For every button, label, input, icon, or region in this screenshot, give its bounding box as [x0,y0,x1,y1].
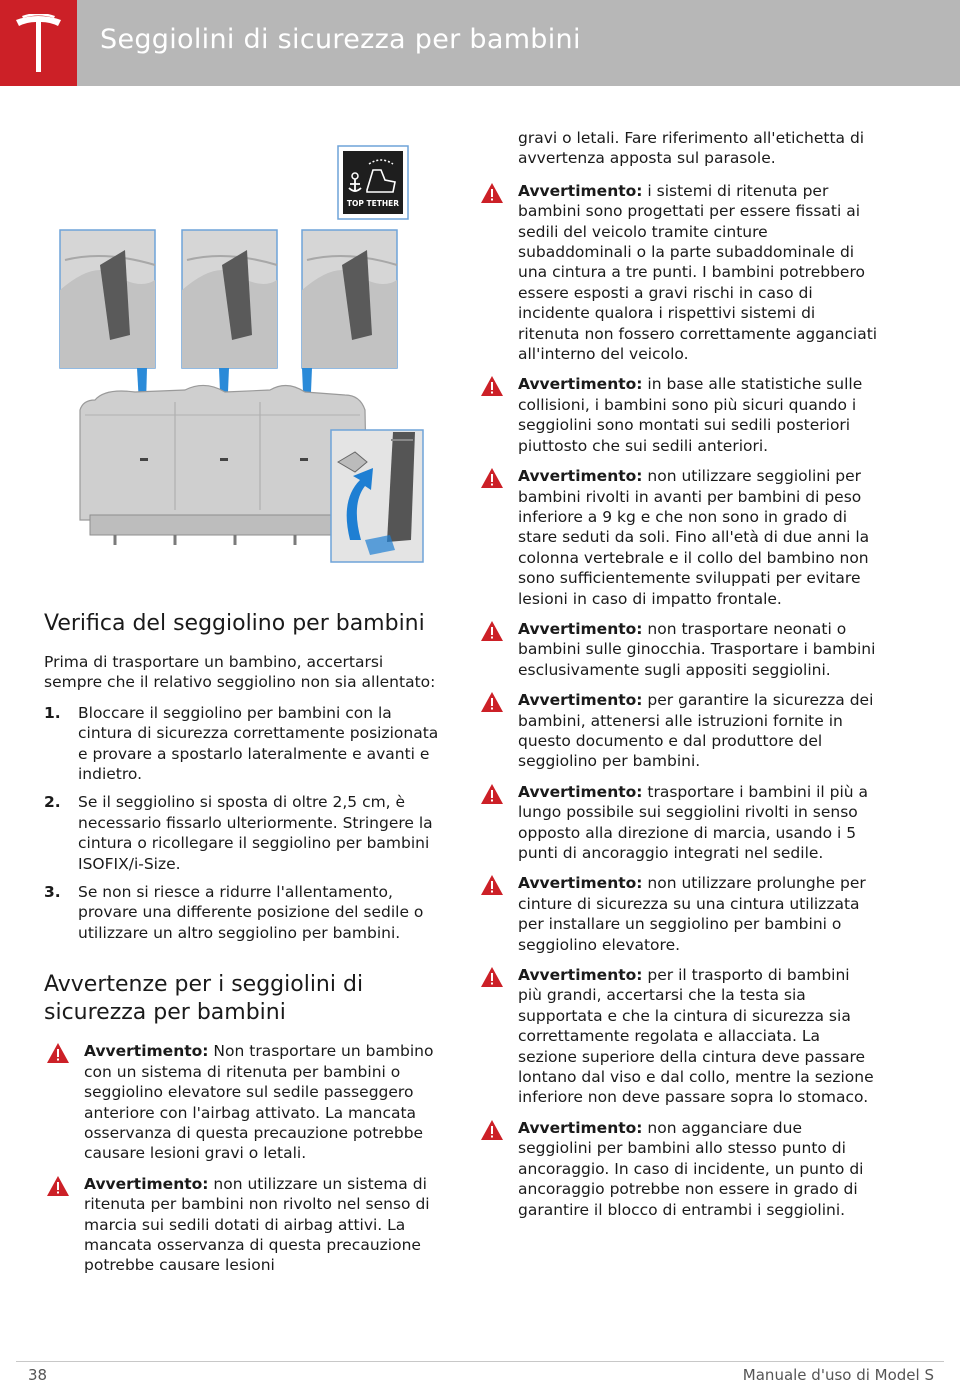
warning-text: non agganciare due seggiolini per bambini allo stesso punto di ancoraggio. In caso di incidente, un punto di ancoraggio potrebbe non essere in grado di garantire il blocco di entrambi i seggiolini. [518,1118,864,1219]
rear-seat-body [80,385,367,545]
warning-text: i sistemi di ritenuta per bambini sono progettati per essere fissati ai sedili del veicolo tramite cinture subaddominali o la parte subaddominale di una cintura a tre punti. I bambini potrebbero essere esposti a gravi rischi in caso di incidente qualora i rispettivi sistemi di ritenuta non fossero correttamente agganciati all'interno del veicolo. [518,181,878,364]
warning-item [44,1041,444,1163]
warning-item [478,782,878,864]
warning-item [478,873,878,955]
warning-text: in base alle statistiche sulle collisioni, i bambini sono più sicuri quando i seggiolini sono montati sui sedili posteriori piuttosto che sui sedili anteriori. [518,375,863,455]
isofix-detail-box [331,430,423,562]
warning-label: Avvertimento: [518,874,643,893]
warning-triangle-icon [480,467,504,489]
step-text: Bloccare il seggiolino per bambini con la cintura di sicurezza correttamente posizionata e provare a spostarlo lateralmente e avanti e indietro. [78,703,439,784]
page-header [0,0,960,86]
warning-triangle-icon [480,966,504,988]
page-number: 38 [28,1366,48,1384]
warning-label: Avvertimento: [518,691,643,710]
warning-triangle-icon [480,1119,504,1141]
warning-label: Avvertimento: [518,782,643,801]
warning-triangle-icon [480,783,504,805]
warning-label: Avvertimento: [518,1118,643,1137]
warning-item [478,965,878,1108]
warning-text: per il trasporto di bambini più grandi, accertarsi che la testa sia supportata e che la cintura di sicurezza sia correttamente regolata e allacciata. La sezione superiore della cintura deve passare lontano dal viso e dal collo, mentre la sezione inferiore non deve passare sopra lo stomaco. [518,966,874,1107]
warning-text: per garantire la sicurezza dei bambini, attenersi alle istruzioni fornite in questo documento e dal produttore del seggiolino per bambini. [518,691,874,771]
warning-triangle-icon [480,874,504,896]
steps-list [44,703,444,943]
warning-triangle-icon [480,182,504,204]
page-title: Seggiolini di sicurezza per bambini [100,24,581,55]
warning-label: Avvertimento: [518,467,643,486]
warning-label: Avvertimento: [518,619,643,638]
warning-item [478,619,878,680]
tesla-logo-icon [14,14,63,72]
step-text: Se il seggiolino si sposta di oltre 2,5 cm, è necessario fissarlo ulteriormente. Stringere la cintura o ricollegare il seggiolino per bambini ISOFIX/i-Size. [78,793,433,873]
warning-label: Avvertimento: [84,1174,209,1193]
warning-item [478,690,878,772]
warning-triangle-icon [480,620,504,642]
warning-item [478,374,878,456]
warning-text: non utilizzare un sistema di ritenuta per bambini non rivolto nel senso di marcia sui sedili dotati di airbag attivi. La mancata osservanza di questa precauzione potrebbe causare lesioni [84,1174,430,1275]
warning-label: Avvertimento: [84,1042,209,1061]
warning-label: Avvertimento: [518,375,643,394]
warning-triangle-icon [46,1175,70,1197]
warning-triangle-icon [480,375,504,397]
right-column [478,128,878,1230]
list-item [44,703,444,785]
warning-item [478,1118,878,1220]
warning-triangle-icon [46,1042,70,1064]
step-text: Se non si riesce a ridurre l'allentamento, provare una differente posizione del sedile o utilizzare un altro seggiolino per bambini. [78,883,424,942]
warning-text: non utilizzare prolunghe per cinture di sicurezza su una cintura utilizzata per installare un seggiolino per bambini o seggiolino elevatore. [518,874,866,954]
warning-triangle-icon [480,691,504,713]
footer-divider [16,1361,944,1362]
warning-label: Avvertimento: [518,181,643,200]
warning-item [478,466,878,609]
warning-item [44,1174,444,1276]
step-number: 1. [44,703,61,722]
left-column [44,610,444,1286]
warning-item [478,181,878,365]
section-title-warnings: Avvertenze per i seggiolini di sicurezza per bambini [44,972,364,1026]
warning-text: non utilizzare seggiolini per bambini rivolti in avanti per bambini di peso inferiore a 9 kg e che non sono in grado di stare seduti da soli. Fino all'età di due anni la colonna vertebrale e il collo del bambino non sono sufficientemente sviluppati per evitare lesioni in caso di impatto frontale. [518,467,870,608]
warning-continuation-text: gravi o letali. Fare riferimento all'etichetta di avvertenza apposta sul parasole. [518,129,865,168]
top-tether-sign-icon [338,146,408,219]
top-tether-sign-label: TOP TETHER [346,199,400,208]
list-item [44,882,444,943]
tesla-logo [0,0,77,86]
intro-text: Prima di trasportare un bambino, accertarsi sempre che il relativo seggiolino non sia allentato: [44,653,436,692]
warning-continuation [478,128,878,169]
rear-seat-anchors-illustration [55,140,430,570]
warning-label: Avvertimento: [518,966,643,985]
manual-name: Manuale d'uso di Model S [742,1366,934,1384]
tether-detail-boxes [60,230,397,368]
warning-text: Non trasportare un bambino con un sistema di ritenuta per bambini o seggiolino elevatore sul sedile passeggero anteriore con l'airbag attivato. La mancata osservanza di questa precauzione potrebbe causare lesioni gravi o letali. [84,1042,434,1163]
warning-text: trasportare i bambini il più a lungo possibile sui seggiolini rivolti in senso opposto alla direzione di marcia, usando i 5 punti di ancoraggio integrati nel sedile. [518,782,869,862]
step-number: 2. [44,793,61,812]
warning-text: non trasportare neonati o bambini sulle ginocchia. Trasportare i bambini esclusivamente sugli appositi seggiolini. [518,619,876,679]
step-number: 3. [44,883,61,902]
list-item [44,792,444,874]
section-title-check: Verifica del seggiolino per bambini [44,611,425,636]
